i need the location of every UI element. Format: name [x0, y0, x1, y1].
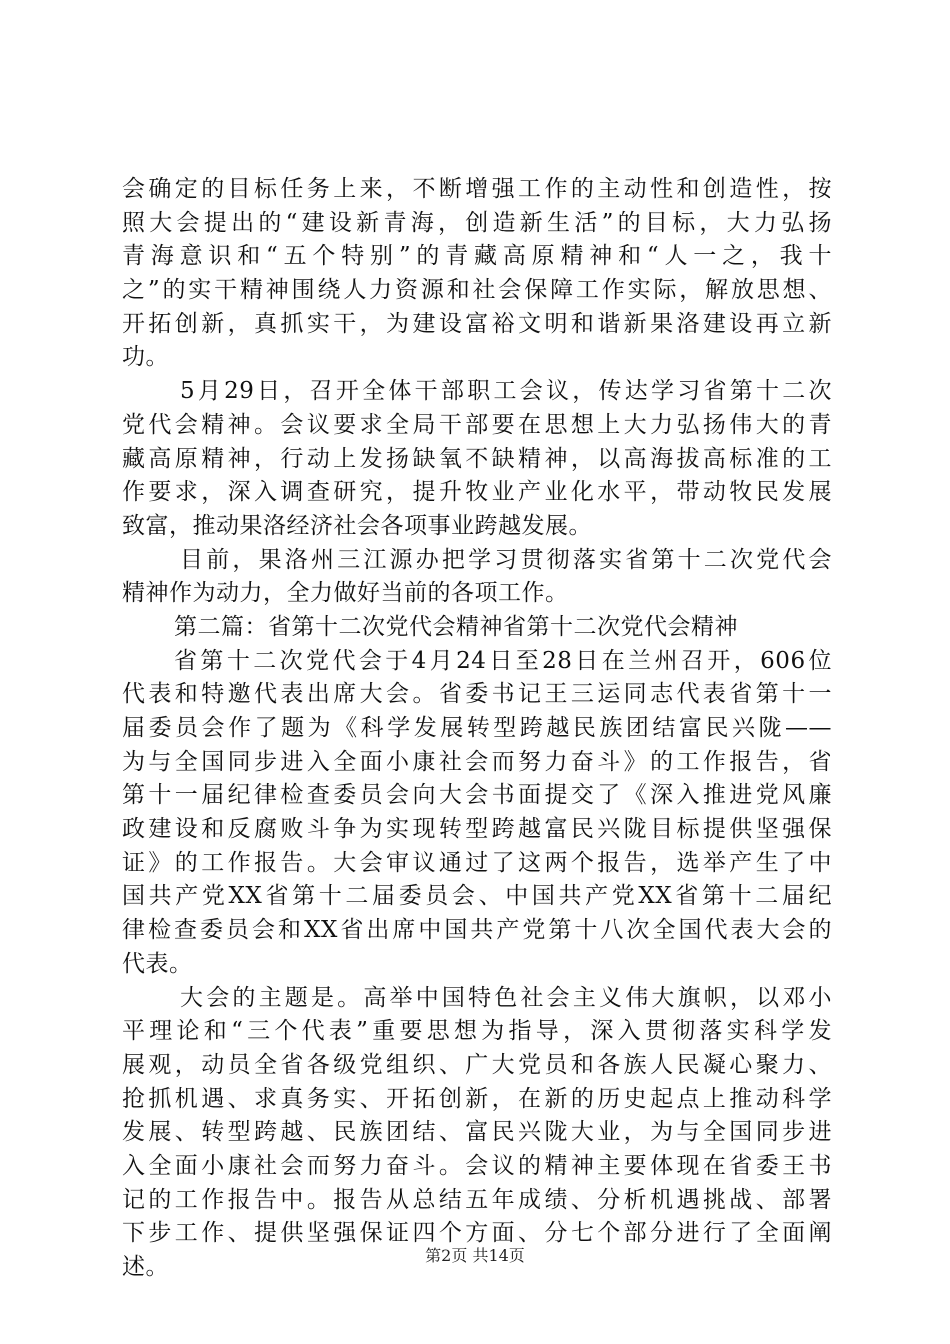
text-line: 政建设和反腐败斗争为实现转型跨越富民兴陇目标提供坚强保 [122, 816, 832, 843]
page-number: 第2页 共14页 [425, 1246, 525, 1265]
text-line: 入全面小康社会而努力奋斗。会议的精神主要体现在省委王书 [122, 1152, 832, 1179]
text-line: 代表。 [122, 950, 193, 977]
text-line: 开拓创新，真抓实干，为建设富裕文明和谐新果洛建设再立新 [122, 310, 832, 337]
text-line: 展观，动员全省各级党组织、广大党员和各族人民凝心聚力、 [122, 1051, 832, 1078]
text-line: 代表和特邀代表出席大会。省委书记王三运同志代表省第十一 [122, 681, 832, 708]
paragraph-first-line: 5月29日，召开全体干部职工会议，传达学习省第十二次 [180, 378, 832, 405]
text-line: 藏高原精神，行动上发扬缺氧不缺精神，以高海拔高标准的工 [122, 445, 832, 472]
text-line: 青海意识和“五个特别”的青藏高原精神和“人一之，我十 [122, 243, 832, 270]
text-line: 作要求，深入调查研究，提升牧业产业化水平，带动牧民发展 [122, 479, 832, 506]
text-line: 发展、转型跨越、民族团结、富民兴陇大业，为与全国同步进 [122, 1119, 832, 1146]
text-line: 抢抓机遇、求真务实、开拓创新，在新的历史起点上推动科学 [122, 1085, 832, 1112]
text-line: 记的工作报告中。报告从总结五年成绩、分析机遇挑战、部署 [122, 1186, 832, 1213]
document-body [122, 173, 832, 1285]
text-line: 国共产党XX省第十二届委员会、中国共产党XX省第十二届纪 [122, 883, 832, 910]
text-line: 平理论和“三个代表”重要思想为指导，深入贯彻落实科学发 [122, 1018, 832, 1045]
paragraph-first-line: 大会的主题是。高举中国特色社会主义伟大旗帜，以邓小 [180, 984, 832, 1011]
text-line: 照大会提出的“建设新青海，创造新生活”的目标，大力弘扬 [122, 209, 832, 236]
text-line: 证》的工作报告。大会审议通过了这两个报告，选举产生了中 [122, 849, 832, 876]
text-line: 述。 [122, 1254, 169, 1280]
text-line: 党代会精神。会议要求全局干部要在思想上大力弘扬伟大的青 [122, 411, 832, 438]
paragraph-first-line: 目前，果洛州三江源办把学习贯彻落实省第十二次党代会 [180, 546, 832, 573]
text-line: 届委员会作了题为《科学发展转型跨越民族团结富民兴陇—— [122, 715, 832, 741]
paragraph-first-line: 省第十二次党代会于4月24日至28日在兰州召开，606位 [174, 647, 832, 674]
text-line: 第十一届纪律检查委员会向大会书面提交了《深入推进党风廉 [122, 782, 832, 809]
text-line: 功。 [122, 344, 169, 371]
text-line: 律检查委员会和XX省出席中国共产党第十八次全国代表大会的 [122, 917, 832, 944]
text-line: 下步工作、提供坚强保证四个方面、分七个部分进行了全面阐 [122, 1220, 832, 1247]
text-line: 会确定的目标任务上来，不断增强工作的主动性和创造性，按 [122, 176, 832, 202]
text-line: 为与全国同步进入全面小康社会而努力奋斗》的工作报告，省 [122, 748, 832, 775]
text-line: 精神作为动力，全力做好当前的各项工作。 [122, 580, 569, 607]
text-line: 致富，推动果洛经济社会各项事业跨越发展。 [122, 512, 592, 539]
text-line: 之”的实干精神围绕人力资源和社会保障工作实际，解放思想、 [122, 277, 832, 304]
section-heading: 第二篇：省第十二次党代会精神省第十二次党代会精神 [174, 613, 738, 640]
